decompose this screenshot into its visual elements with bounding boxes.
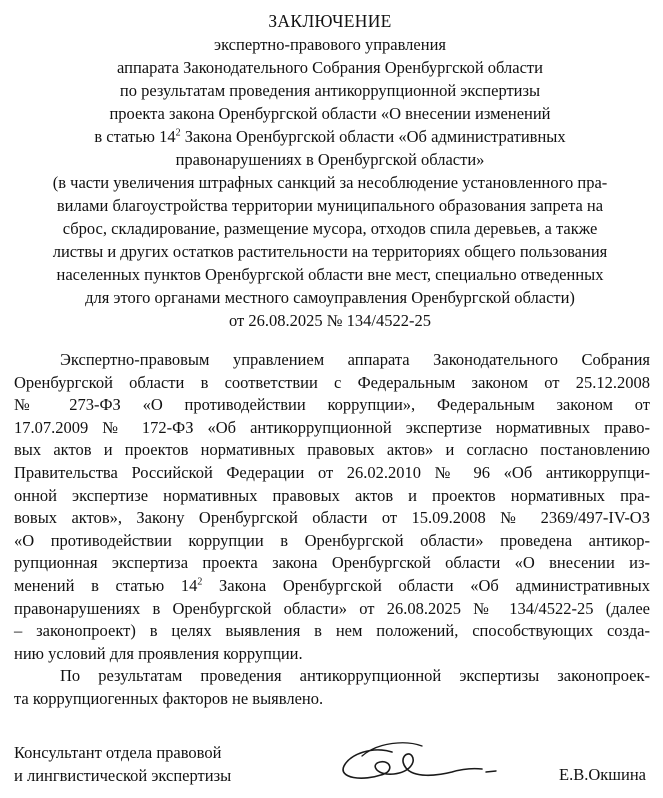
heading-subject-line: населенных пунктов Оренбургской области вне мест, специально отведенных [56,265,604,284]
heading-line: правонарушениях в Оренбургской области» [175,150,485,169]
paragraph-1 [14,349,650,665]
document-heading [20,10,640,332]
handwritten-signature [332,738,502,790]
heading-subject-line: (в части увеличения штрафных санкций за несоблюдение установленного пра- [52,173,608,192]
heading-subject-line: для этого органами местного самоуправления Оренбургской области) [85,288,575,307]
heading-subject-line: листвы и других остатков растительности на территориях общего пользования [52,242,608,261]
body-line: «О противодействии коррупции в Оренбургской области» проведена антикор- [14,530,650,550]
body-superscript: 2 [197,576,203,588]
body-line: 17.07.2009 № 172-ФЗ «Об антикоррупционной экспертизе нормативных право- [14,417,650,437]
paragraph-2 [14,665,650,710]
document-body [14,349,650,711]
heading-line: аппарата Законодательного Собрания Оренбургской области [117,58,543,77]
body-line: Оренбургской области в соответствии с Федеральным законом от 25.12.2008 [14,372,650,392]
body-line-text: менений в статью 14 [14,575,198,595]
signature-block [14,742,650,787]
signer-position-line: и лингвистической экспертизы [14,765,232,785]
heading-article-line [20,125,640,148]
signer-name: Е.В.Окшина [559,765,646,784]
heading-article-text: в статью 14 [94,127,176,146]
body-line: № 273-ФЗ «О противодействии коррупции», Федеральным законом от [14,395,650,415]
body-line: Экспертно-правовым управлением аппарата Законодательного Собрания [60,350,650,369]
heading-subject-line: вилами благоустройства территории муниципального образования запрета на [56,196,604,215]
body-line: нию условий для проявления коррупции. [14,643,303,663]
body-line: вовых актов», Закону Оренбургской области от 15.09.2008 № 2369/497-IV-ОЗ [14,508,650,528]
body-line: рупционная экспертиза проекта закона Оренбургской области «О внесении из- [14,553,650,573]
body-line: По результатам проведения антикоррупционной экспертизы законопроек- [60,666,650,686]
body-line: вых актов и проектов нормативных правовых актов» и согласно постановлению [14,440,650,460]
body-line: та коррупциогенных факторов не выявлено. [14,688,324,708]
body-line: правонарушениях в Оренбургской области» от 26.08.2025 № 134/4522-25 (далее [14,598,650,618]
heading-line: экспертно-правового управления [213,35,446,54]
body-line: Правительства Российской Федерации от 26.02.2010 № 96 «Об антикоррупци- [14,462,650,482]
body-line-text-rest: Закона Оренбургской области «Об административных [202,575,650,595]
heading-article-superscript: 2 [175,127,181,139]
heading-article-text-rest: Закона Оренбургской области «Об административных [180,127,566,146]
heading-subject-line: сброс, складирование, размещение мусора, отходов спила деревьев, а также [62,219,598,238]
body-line [14,575,650,598]
heading-line: проекта закона Оренбургской области «О внесении изменений [109,104,551,123]
signer-position-line: Консультант отдела правовой [14,743,222,762]
heading-line: по результатам проведения антикоррупционной экспертизы [119,81,541,100]
document-title: ЗАКЛЮЧЕНИЕ [268,11,392,31]
heading-date-line: от 26.08.2025 № 134/4522-25 [229,311,431,330]
body-line: – законопроект) в целях выявления в нем положений, способствующих созда- [14,621,650,641]
body-line: онной экспертизе нормативных правовых актов и проектов нормативных пра- [14,485,650,505]
